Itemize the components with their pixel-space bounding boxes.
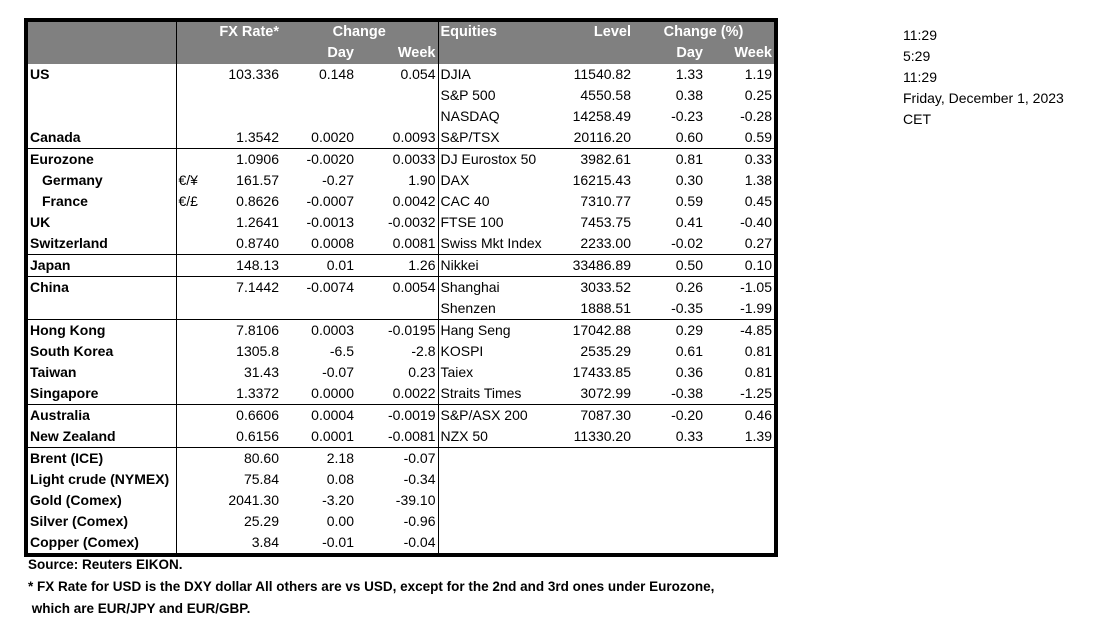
cell-eq-day: 0.59 [675, 193, 703, 209]
cell-fx-day: 2.18 [326, 450, 354, 466]
cell-country: Australia [26, 405, 176, 427]
cell-eq-day: 0.60 [633, 127, 705, 149]
cell-eq-week: -1.25 [705, 383, 776, 405]
table-row [26, 170, 776, 191]
cell-equity: Taiex [440, 364, 474, 380]
cell-cross [176, 255, 216, 277]
cell-fx-week: 0.054 [356, 64, 438, 85]
header-row-1 [26, 20, 776, 43]
cell-fx: 25.29 [243, 513, 279, 529]
table-row [26, 383, 776, 405]
footnote-1: * FX Rate for USD is the DXY dollar All others are vs USD, except for the 2nd and 3rd ones under Eurozone, [28, 579, 715, 594]
cell-fx-day: 0.08 [326, 471, 354, 487]
cell-eq-week: 1.39 [705, 426, 776, 448]
cell-eq-week: -4.85 [740, 322, 772, 338]
cell-level: 11330.20 [558, 426, 633, 448]
cell-equity: Nikkei [438, 255, 558, 277]
table-row [26, 191, 776, 212]
change-pct-header: Change (%) [633, 20, 776, 43]
table-row [26, 511, 776, 532]
cell-fx-day: 0.0008 [281, 233, 356, 255]
cell-fx-day: 0.0020 [281, 127, 356, 149]
cell-cross [176, 233, 216, 255]
time-3: 11:29 [903, 69, 937, 85]
change-header: Change [281, 20, 438, 43]
cell-eq-week: 1.19 [744, 66, 772, 82]
cell-fx: 0.6606 [236, 407, 279, 423]
table-row [26, 362, 776, 383]
cell-fx-day: 0.0003 [311, 322, 354, 338]
cell-fx-week [356, 85, 438, 106]
date: Friday, December 1, 2023 [903, 90, 1064, 106]
cell-equity: DJ Eurostox 50 [440, 151, 537, 167]
cell-fx-week [356, 106, 438, 127]
cell-level: 4550.58 [580, 87, 631, 103]
cell-fx: 0.8740 [216, 233, 281, 255]
cell-level [558, 490, 633, 511]
cell-equity: Straits Times [438, 383, 558, 405]
cell-country: Switzerland [26, 233, 176, 255]
time-2: 5:29 [903, 48, 931, 64]
cell-eq-week: 0.25 [744, 87, 772, 103]
cell-equity [438, 511, 558, 532]
cell-equity [438, 490, 558, 511]
cell-cross [176, 106, 216, 127]
cell-equity: S&P/ASX 200 [440, 407, 528, 423]
cell-eq-week [705, 448, 776, 470]
day-header: Day [281, 43, 356, 64]
header-row-2 [26, 43, 776, 64]
cell-country: France [26, 191, 176, 212]
cell-equity: DAX [440, 172, 470, 188]
cell-equity: KOSPI [440, 343, 484, 359]
cell-fx-week: 0.0033 [356, 149, 438, 171]
table-row [26, 469, 776, 490]
cell-level [558, 469, 633, 490]
cell-country: Taiwan [26, 362, 176, 383]
cell-fx-day: 0.0000 [281, 383, 356, 405]
cell-eq-week: 0.59 [705, 127, 776, 149]
cell-fx-day: 0.0004 [311, 407, 354, 423]
footnote-2: which are EUR/JPY and EUR/GBP. [28, 601, 251, 616]
cell-eq-day: -0.35 [633, 298, 705, 320]
cell-fx-week: -0.34 [356, 469, 438, 490]
cell-eq-week [705, 490, 776, 511]
source-note: Source: Reuters EIKON. [28, 557, 183, 572]
cell-fx-day: -0.0007 [306, 193, 354, 209]
table-row [26, 277, 776, 299]
cell-equity: CAC 40 [440, 193, 490, 209]
cell-level: 7453.75 [580, 214, 631, 230]
cell-fx-week: 1.26 [356, 255, 438, 277]
week-header: Week [356, 43, 438, 64]
cell-fx-week: -0.0081 [356, 426, 438, 448]
cell-eq-week [705, 511, 776, 532]
cell-equity: S&P/TSX [438, 127, 558, 149]
cell-cross [176, 298, 216, 320]
cell-fx-week: -2.8 [356, 341, 438, 362]
cell-eq-day: 1.33 [675, 66, 703, 82]
table-row [26, 127, 776, 149]
cell-eq-day [633, 490, 705, 511]
cell-equity: Shanghai [440, 279, 500, 295]
cell-equity [438, 448, 558, 470]
cell-eq-week: 0.45 [744, 193, 772, 209]
cell-cross: €/¥ [178, 172, 198, 188]
cell-cross [176, 320, 216, 342]
cell-eq-week: -0.40 [740, 214, 772, 230]
cell-fx-week: 0.0054 [356, 277, 438, 299]
cell-fx-day: -0.0013 [306, 214, 354, 230]
cell-fx-day: 0.00 [326, 513, 354, 529]
cell-fx: 161.57 [236, 172, 279, 188]
cell-fx-week: 0.0093 [356, 127, 438, 149]
eq-day-header: Day [633, 43, 705, 64]
cell-country: Copper (Comex) [26, 532, 176, 555]
time-info [903, 25, 1064, 130]
cell-equity: Hang Seng [440, 322, 511, 338]
cell-eq-day: -0.20 [671, 407, 703, 423]
table-row [26, 85, 776, 106]
cell-country: Silver (Comex) [26, 511, 176, 532]
cell-equity: DJIA [440, 66, 471, 82]
cell-eq-day: -0.02 [633, 233, 705, 255]
table-row [26, 405, 776, 427]
cell-eq-week: -1.05 [740, 279, 772, 295]
cell-fx [216, 85, 281, 106]
cell-cross [176, 85, 216, 106]
cell-eq-day [633, 469, 705, 490]
cell-cross [176, 341, 216, 362]
fx-rate-header: FX Rate* [216, 20, 281, 43]
cell-fx-week: 0.0042 [356, 191, 438, 212]
cell-level: 14258.49 [572, 108, 631, 124]
cell-fx: 1.3372 [216, 383, 281, 405]
table-row [26, 233, 776, 255]
cell-cross [176, 426, 216, 448]
cell-fx-day: -0.01 [322, 534, 354, 550]
cell-cross [176, 64, 216, 85]
cell-cross: €/£ [178, 193, 198, 209]
table-row [26, 149, 776, 171]
table-row [26, 106, 776, 127]
cell-equity: Shenzen [438, 298, 558, 320]
cell-fx-week: 0.0081 [356, 233, 438, 255]
table-row [26, 532, 776, 555]
cell-fx-week: -0.04 [356, 532, 438, 555]
cell-fx-day: 0.0001 [281, 426, 356, 448]
cell-equity [438, 532, 558, 555]
notes [28, 554, 714, 620]
cell-fx-day: -0.0074 [306, 279, 354, 295]
cell-country: Light crude (NYMEX) [26, 469, 176, 490]
cell-level: 2233.00 [558, 233, 633, 255]
cell-cross [176, 277, 216, 299]
cell-country: UK [26, 212, 176, 233]
cell-equity: FTSE 100 [440, 214, 504, 230]
cell-cross [176, 149, 216, 171]
cell-fx-week: -0.07 [356, 448, 438, 470]
cell-equity: NASDAQ [440, 108, 500, 124]
cell-fx-week: 1.90 [356, 170, 438, 191]
cell-eq-day: -0.23 [671, 108, 703, 124]
cell-eq-day: -0.38 [633, 383, 705, 405]
cell-level: 7087.30 [580, 407, 631, 423]
cell-fx: 1.3542 [216, 127, 281, 149]
cell-eq-day: 0.61 [675, 343, 703, 359]
cell-cross [176, 127, 216, 149]
cell-cross [176, 362, 216, 383]
cell-eq-week [705, 469, 776, 490]
cell-eq-week: 0.46 [744, 407, 772, 423]
cell-level: 16215.43 [572, 172, 631, 188]
cell-equity [438, 469, 558, 490]
timezone: CET [903, 111, 931, 127]
cell-fx-day: 0.148 [318, 66, 354, 82]
cell-level: 20116.20 [558, 127, 633, 149]
cell-fx-week: -0.0195 [356, 320, 438, 342]
cell-eq-week [705, 532, 776, 555]
cell-eq-week: -0.28 [740, 108, 772, 124]
cell-eq-day: 0.30 [675, 172, 703, 188]
cell-equity: S&P 500 [440, 87, 496, 103]
cell-level: 7310.77 [580, 193, 631, 209]
cell-fx-day [281, 85, 356, 106]
cell-fx-day: 0.01 [281, 255, 356, 277]
cell-fx: 7.8106 [236, 322, 279, 338]
cell-country: New Zealand [26, 426, 176, 448]
cell-country: US [26, 64, 176, 85]
table-row [26, 212, 776, 233]
cell-fx-day: -0.0020 [306, 151, 354, 167]
cell-eq-day [633, 448, 705, 470]
cell-level: 2535.29 [580, 343, 631, 359]
cell-level: 3072.99 [558, 383, 633, 405]
cell-equity: Swiss Mkt Index [438, 233, 558, 255]
cell-level [558, 448, 633, 470]
table-row [26, 426, 776, 448]
cell-fx: 1305.8 [236, 343, 279, 359]
cell-fx: 75.84 [243, 471, 279, 487]
cell-fx-week: -0.96 [356, 511, 438, 532]
cell-eq-week: 0.27 [705, 233, 776, 255]
cell-fx-week: 0.0022 [356, 383, 438, 405]
cell-cross [176, 490, 216, 511]
cell-fx: 2041.30 [228, 492, 279, 508]
cell-fx-week: 0.23 [356, 362, 438, 383]
cell-level: 1888.51 [558, 298, 633, 320]
table-row [26, 298, 776, 320]
cell-eq-day: 0.41 [675, 214, 703, 230]
market-table [24, 18, 778, 557]
cell-cross [176, 212, 216, 233]
cell-fx: 103.336 [228, 66, 279, 82]
cell-fx: 80.60 [243, 450, 279, 466]
cell-level: 33486.89 [558, 255, 633, 277]
cell-country: Canada [26, 127, 176, 149]
level-header: Level [558, 20, 633, 43]
cell-fx: 0.6156 [216, 426, 281, 448]
cell-fx-day: -3.20 [322, 492, 354, 508]
eq-week-header: Week [705, 43, 776, 64]
cell-eq-day [633, 511, 705, 532]
cell-level: 17042.88 [572, 322, 631, 338]
cell-fx-week: -0.0019 [356, 405, 438, 427]
cell-cross [176, 405, 216, 427]
cell-fx: 0.8626 [236, 193, 279, 209]
cell-eq-week: 0.33 [744, 151, 772, 167]
cell-eq-day: 0.33 [633, 426, 705, 448]
cell-fx [216, 106, 281, 127]
cell-fx-week: -0.0032 [356, 212, 438, 233]
cell-eq-day: 0.36 [675, 364, 703, 380]
cell-country [26, 106, 176, 127]
cell-country: Gold (Comex) [26, 490, 176, 511]
cell-equity: NZX 50 [438, 426, 558, 448]
cell-fx: 7.1442 [236, 279, 279, 295]
table-row [26, 255, 776, 277]
cell-level [558, 511, 633, 532]
cell-country: Brent (ICE) [26, 448, 176, 470]
cell-eq-week: 0.81 [744, 364, 772, 380]
cell-fx-day: -0.27 [322, 172, 354, 188]
table-row [26, 448, 776, 470]
cell-eq-day: 0.26 [675, 279, 703, 295]
cell-fx: 1.0906 [236, 151, 279, 167]
cell-country: Japan [26, 255, 176, 277]
cell-level: 3033.52 [580, 279, 631, 295]
cell-fx-day [281, 298, 356, 320]
cell-fx-day: -6.5 [329, 343, 354, 359]
cell-level: 11540.82 [573, 66, 631, 82]
cell-fx-week [356, 298, 438, 320]
cell-cross [176, 383, 216, 405]
cell-level: 17433.85 [572, 364, 631, 380]
time-1: 11:29 [903, 27, 937, 43]
equities-header: Equities [438, 20, 558, 43]
cell-cross [176, 511, 216, 532]
table-row [26, 341, 776, 362]
cell-country [26, 85, 176, 106]
cell-eq-day: 0.29 [675, 322, 703, 338]
cell-cross [176, 469, 216, 490]
cell-fx-week: -39.10 [356, 490, 438, 511]
cell-eq-day: 0.50 [633, 255, 705, 277]
cell-country: Eurozone [26, 149, 176, 171]
cell-fx-day: -0.07 [322, 364, 354, 380]
cell-fx: 3.84 [251, 534, 279, 550]
cell-fx-day [281, 106, 356, 127]
cell-eq-week: -1.99 [705, 298, 776, 320]
cell-country: South Korea [26, 341, 176, 362]
cell-country [26, 298, 176, 320]
table-row [26, 320, 776, 342]
cell-country: Singapore [26, 383, 176, 405]
cell-level: 3982.61 [580, 151, 631, 167]
cell-fx [216, 298, 281, 320]
cell-eq-day: 0.38 [675, 87, 703, 103]
cell-eq-week: 1.38 [744, 172, 772, 188]
cell-country: Germany [26, 170, 176, 191]
cell-eq-day: 0.81 [675, 151, 703, 167]
table-row [26, 64, 776, 85]
cell-fx: 148.13 [216, 255, 281, 277]
cell-cross [176, 532, 216, 555]
cell-eq-week: 0.81 [744, 343, 772, 359]
cell-eq-week: 0.10 [705, 255, 776, 277]
cell-fx: 31.43 [243, 364, 279, 380]
cell-country: China [26, 277, 176, 299]
cell-cross [176, 448, 216, 470]
cell-eq-day [633, 532, 705, 555]
cell-level [558, 532, 633, 555]
cell-country: Hong Kong [26, 320, 176, 342]
table-row [26, 490, 776, 511]
cell-fx: 1.2641 [236, 214, 279, 230]
